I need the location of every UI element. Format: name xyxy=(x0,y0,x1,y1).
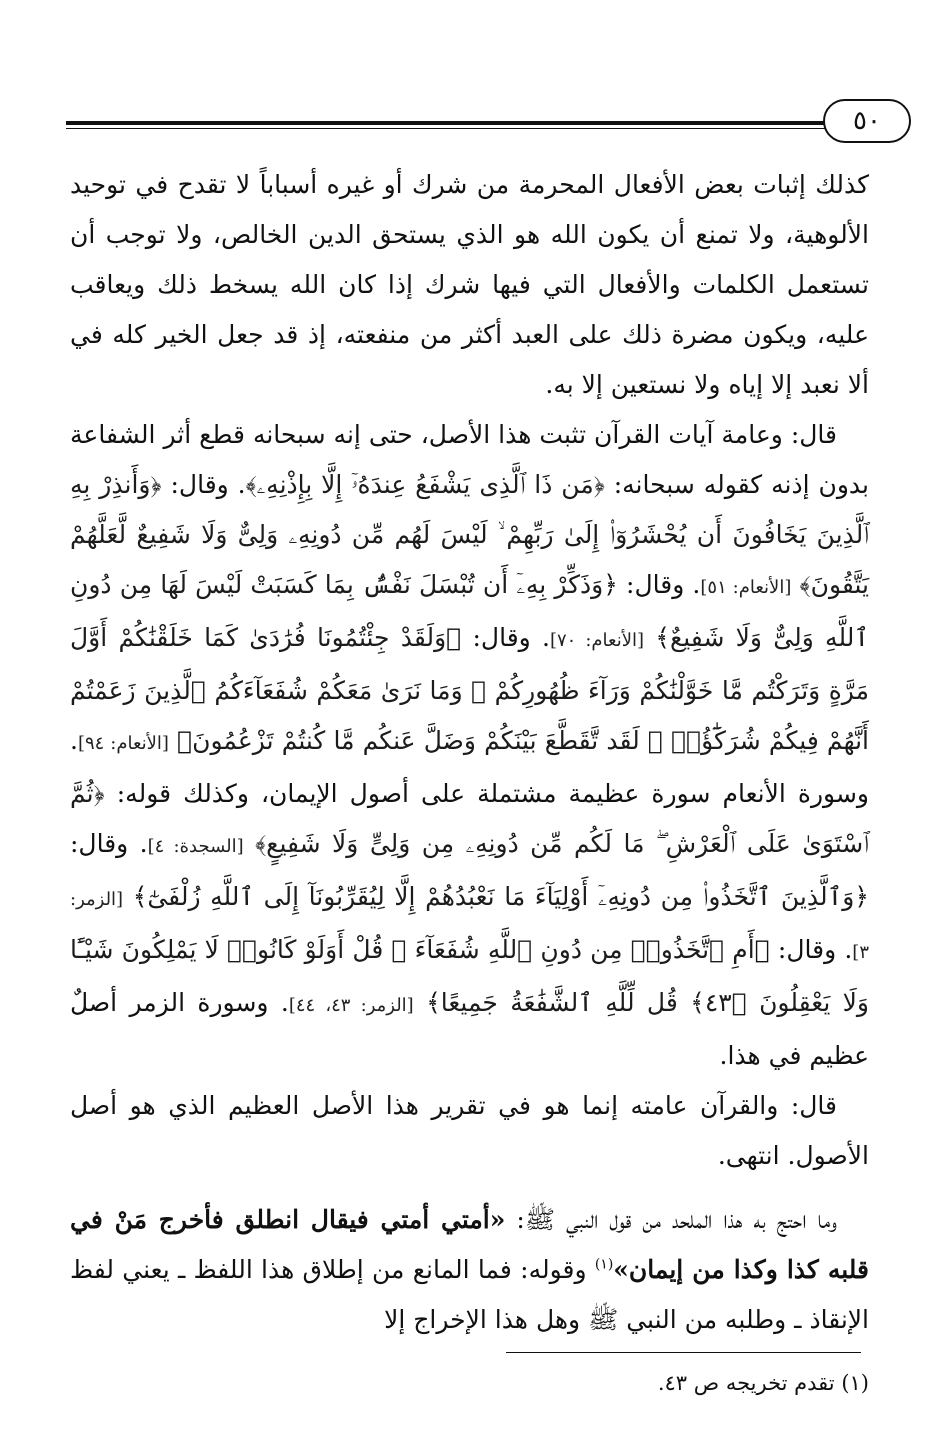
text-run: . وقال: xyxy=(170,470,246,499)
verse-reference: [الأنعام: ٥١] xyxy=(700,577,792,598)
page-number: ٥٠ xyxy=(853,106,881,136)
paragraph-1: كذلك إثبات بعض الأفعال المحرمة من شرك أو غيره أسباباً لا تقدح في توحيد الألوهية، ولا تمنع أن يكون الله هو الذي يستحق الدين الخالص، ولا توجب أن تستعمل الكلمات والأفعال التي فيها شرك إذا كان الله يسخط ذلك ويعاقب عليه، ويكون مضرة ذلك على العبد أكثر من منفعته، إذ قد جعل الخير كله في ألا نعبد إلا إياه ولا نستعين إلا به. xyxy=(70,170,869,399)
text-run: قال: وعامة آيات القرآن تثبت هذا الأصل، حتى إنه سبحانه قطع أثر الشفاعة بدون إذنه كقوله سبحانه: xyxy=(70,420,869,499)
verse-reference: [الأنعام: ٧٠] xyxy=(549,630,645,651)
quran-verse: وَأَنذِرْ بِهِ ٱلَّذِينَ يَخَافُونَ أَن يُحْشَرُوٓا۟ إِلَىٰ رَبِّهِمْ ۙ لَيْسَ لَهُم مِّن دُونِهِۦ وَلِىٌّ وَلَا شَفِيعٌ لَّعَلَّهُمْ يَتَّقُونَ xyxy=(70,470,870,599)
verse-reference: [الأنعام: ٩٤] xyxy=(77,733,169,754)
quran-verse: أَمِ ٱتَّخَذُوا۟ مِن دُونِ ٱللَّهِ شُفَعَآءَ ۚ قُلْ أَوَلَوْ كَانُوا۟ لَا يَمْلِكُونَ شَيْـًٔا وَلَا يَعْقِلُونَ ﴿٤٣﴾ قُل لِّلَّهِ ٱلشَّفَٰعَةُ جَمِيعًا xyxy=(70,935,869,1017)
text-run: . وقال: xyxy=(626,570,701,599)
verse-reference: [السجدة: ٤] xyxy=(147,836,244,857)
paragraph-2: قال: وعامة آيات القرآن تثبت هذا الأصل، حتى إنه سبحانه قطع أثر الشفاعة بدون إذنه كقوله سبحانه: ﴿مَن ذَا ٱلَّذِى يَشْفَعُ عِندَهُۥٓ إِلَّا بِإِذْنِهِۦ﴾. وقال: ﴿وَأَنذِرْ بِهِ ٱلَّذِينَ يَخَافُونَ أَن يُحْشَرُوٓا۟ إِلَىٰ رَبِّهِمْ ۙ لَيْسَ لَهُم مِّن دُونِهِۦ وَلِىٌّ وَلَا شَفِيعٌ لَّعَلَّهُمْ يَتَّقُونَ﴾ [الأنعام: ٥١]. وقال: ﴿وَذَكِّرْ بِهِۦٓ أَن تُبْسَلَ نَفْسٌۢ بِمَا كَسَبَتْ لَيْسَ لَهَا مِن دُونِ ٱللَّهِ وَلِىٌّ وَلَا شَفِيعٌ﴾ [الأنعام: ٧٠]. وقال: ﴿وَلَقَدْ جِئْتُمُونَا فُرَٰدَىٰ كَمَا خَلَقْنَٰكُمْ أَوَّلَ مَرَّةٍ وَتَرَكْتُم مَّا خَوَّلْنَٰكُمْ وَرَآءَ ظُهُورِكُمْ ۖ وَمَا نَرَىٰ مَعَكُمْ شُفَعَآءَكُمُ ٱلَّذِينَ زَعَمْتُمْ أَنَّهُمْ فِيكُمْ شُرَكَٰٓؤُا۟ ۚ لَقَد تَّقَطَّعَ بَيْنَكُمْ وَضَلَّ عَنكُم مَّا كُنتُمْ تَزْعُمُونَ﴾ [الأنعام: ٩٤]. وسورة الأنعام سورة عظيمة مشتملة على أصول الإيمان، وكذلك قوله: ﴿ثُمَّ ٱسْتَوَىٰ عَلَى ٱلْعَرْشِ ۖ مَا لَكُم مِّن دُونِهِۦ مِن وَلِىٍّ وَلَا شَفِيعٍ﴾ [السجدة: ٤]. وقال: ﴿وَٱلَّذِينَ ٱتَّخَذُوا۟ مِن دُونِهِۦٓ أَوْلِيَآءَ مَا نَعْبُدُهُمْ إِلَّا لِيُقَرِّبُونَآ إِلَى ٱللَّهِ زُلْفَىٰٓ﴾ [الزمر: ٣]. وقال: ﴿أَمِ ٱتَّخَذُوا۟ مِن دُونِ ٱللَّهِ شُفَعَآءَ ۚ قُلْ أَوَلَوْ كَانُوا۟ لَا يَمْلِكُونَ شَيْـًٔا وَلَا يَعْقِلُونَ ﴿٤٣﴾ قُل لِّلَّهِ ٱلشَّفَٰعَةُ جَمِيعًا﴾ [الزمر: ٤٣، ٤٤]. وسورة الزمر أصلٌ عظيم في هذا. xyxy=(70,420,870,1070)
text-run: . وقال: xyxy=(472,623,550,652)
header-rule-thin xyxy=(66,128,846,129)
body-text xyxy=(70,160,869,1345)
header-rule-thick xyxy=(66,121,846,125)
page-header xyxy=(66,95,911,143)
hadith-quote: «أمتي أمتي فيقال انطلق فأخرج مَنْ في قلبه كذا وكذا من إيمان» xyxy=(70,1205,869,1284)
text-run: . وسورة الأنعام سورة عظيمة مشتملة على أصول الإيمان، وكذلك قوله: xyxy=(70,726,869,808)
verse-reference: [الزمر: ٤٣، ٤٤] xyxy=(288,995,414,1016)
footnote-marker[interactable]: (١) xyxy=(594,1256,614,1273)
text-run: . وقال: xyxy=(777,935,853,964)
text-run: . وسورة الزمر أصلٌ عظيم في هذا. xyxy=(70,988,869,1070)
paragraph-4 xyxy=(70,1195,869,1345)
footnote-divider xyxy=(506,1352,861,1353)
paragraph-3: قال: والقرآن عامته إنما هو في تقرير هذا الأصل العظيم الذي هو أصل الأصول. انتهى. xyxy=(70,1091,869,1170)
quran-verse: وَٱلَّذِينَ ٱتَّخَذُوا۟ مِن دُونِهِۦٓ أَوْلِيَآءَ مَا نَعْبُدُهُمْ إِلَّا لِيُقَرِّبُونَآ إِلَى ٱللَّهِ زُلْفَىٰٓ xyxy=(147,882,855,911)
text-run: . وقال: xyxy=(70,829,148,858)
quran-verse: وَلَقَدْ جِئْتُمُونَا فُرَٰدَىٰ كَمَا خَلَقْنَٰكُمْ أَوَّلَ مَرَّةٍ وَتَرَكْتُم مَّا خَوَّلْنَٰكُمْ وَرَآءَ ظُهُورِكُمْ ۖ وَمَا نَرَىٰ مَعَكُمْ شُفَعَآءَكُمُ ٱلَّذِينَ زَعَمْتُمْ أَنَّهُمْ فِيكُمْ شُرَكَٰٓؤُا۟ ۚ لَقَد تَّقَطَّعَ بَيْنَكُمْ وَضَلَّ عَنكُم مَّا كُنتُمْ تَزْعُمُونَ xyxy=(70,623,869,755)
text-run: وما احتج به هذا الملحد من قول النبي ﷺ: xyxy=(516,1205,837,1234)
footnote-1: (١) تقدم تخريجه ص ٤٣. xyxy=(657,1371,869,1395)
text-run: وقوله: فما المانع من إطلاق هذا اللفظ ـ يعني لفظ الإنقاذ ـ وطلبه من النبي ﷺ وهل هذا الإخراج إلا xyxy=(70,1255,869,1334)
quran-verse: ثُمَّ ٱسْتَوَىٰ عَلَى ٱلْعَرْشِ ۖ مَا لَكُم مِّن دُونِهِۦ مِن وَلِىٍّ وَلَا شَفِيعٍ xyxy=(70,779,869,858)
quran-verse: وَذَكِّرْ بِهِۦٓ أَن تُبْسَلَ نَفْسٌۢ بِمَا كَسَبَتْ لَيْسَ لَهَا مِن دُونِ ٱللَّهِ وَلِىٌّ وَلَا شَفِيعٌ xyxy=(70,570,869,652)
verse-reference: [الزمر: ٣] xyxy=(70,889,869,963)
quran-verse: مَن ذَا ٱلَّذِى يَشْفَعُ عِندَهُۥٓ إِلَّا بِإِذْنِهِۦ xyxy=(256,470,594,499)
page-number-badge xyxy=(823,99,911,143)
